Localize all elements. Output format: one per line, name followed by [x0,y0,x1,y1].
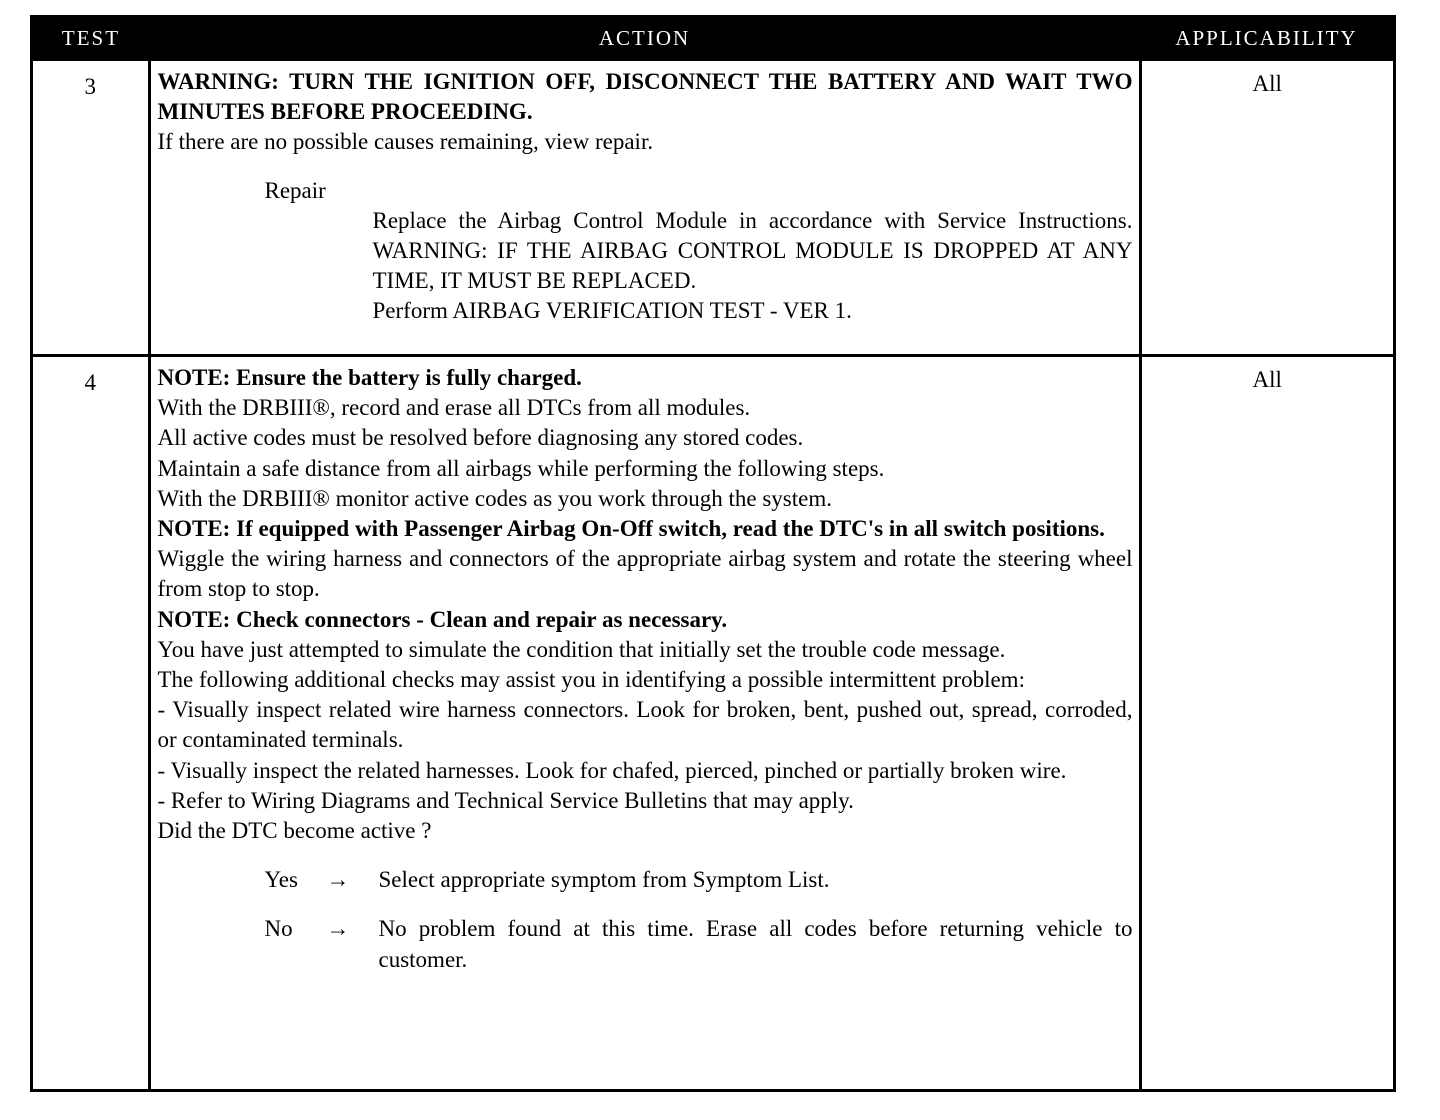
test-table [33,18,1393,1089]
applicability-value: All [1140,60,1393,356]
test-number: 4 [33,356,149,1090]
action-line: You have just attempted to simulate the condition that initially set the trouble code message. [157,636,1006,662]
action-line: The following additional checks may assist you in identifying a possible intermittent problem: [157,667,1025,693]
answer-text: No problem found at this time. Erase all codes before returning vehicle to customer. [378,916,1133,972]
action-line: - Visually inspect related wire harness connectors. Look for broken, bent, pushed out, spread, corroded, or contaminated terminals. [157,697,1133,753]
action-line: All active codes must be resolved before diagnosing any stored codes. [157,425,804,451]
table-row [33,60,1393,356]
table-row [33,356,1393,1090]
arrow-right-icon: → [326,867,350,893]
action-lines [158,363,1133,846]
note-text: NOTE: If equipped with Passenger Airbag On-Off switch, read the DTC's in all switch positions. [157,516,1105,542]
repair-line: Perform AIRBAG VERIFICATION TEST - VER 1. [372,298,852,324]
action-line: Wiggle the wiring harness and connectors of the appropriate airbag system and rotate the steering wheel from stop to stop. [157,546,1133,602]
answer-option-yes [265,865,1133,895]
answer-key: No [264,916,293,942]
header-action: ACTION [149,18,1140,60]
header-test: TEST [33,18,149,60]
action-line: With the DRBIII® monitor active codes as you work through the system. [157,485,832,511]
table-header-row [33,18,1393,60]
action-line: - Visually inspect the related harnesses. Look for chafed, pierced, pinched or partially broken wire. [157,757,1067,783]
answer-option-no [265,914,1133,974]
test-number: 3 [33,60,149,356]
diagnostic-test-table [30,15,1396,1092]
applicability-value: All [1140,356,1393,1090]
repair-instructions [373,206,1133,327]
action-line: Maintain a safe distance from all airbags while performing the following steps. [157,455,885,481]
repair-label: Repair [264,177,326,203]
action-line: If there are no possible causes remaining, view repair. [157,129,654,155]
action-cell [149,60,1140,356]
header-applicability: APPLICABILITY [1140,18,1393,60]
note-text: NOTE: Check connectors - Clean and repair as necessary. [157,606,728,632]
arrow-right-icon: → [326,916,350,942]
action-line: - Refer to Wiring Diagrams and Technical Service Bulletins that may apply. [157,787,854,813]
warning-text: WARNING: TURN THE IGNITION OFF, DISCONNECT THE BATTERY AND WAIT TWO MINUTES BEFORE PROCEEDING. [157,69,1133,125]
answer-options [158,865,1133,975]
action-line: Did the DTC become active ? [157,818,432,844]
answer-key: Yes [264,867,298,893]
repair-line: Replace the Airbag Control Module in accordance with Service Instructions. WARNING: IF THE AIRBAG CONTROL MODULE IS DROPPED AT ANY TIME, IT MUST BE REPLACED. [372,207,1133,294]
answer-text: Select appropriate symptom from Symptom List. [378,867,830,893]
action-cell [149,356,1140,1090]
action-line: With the DRBIII®, record and erase all DTCs from all modules. [157,395,751,421]
note-text: NOTE: Ensure the battery is fully charged. [157,365,582,390]
